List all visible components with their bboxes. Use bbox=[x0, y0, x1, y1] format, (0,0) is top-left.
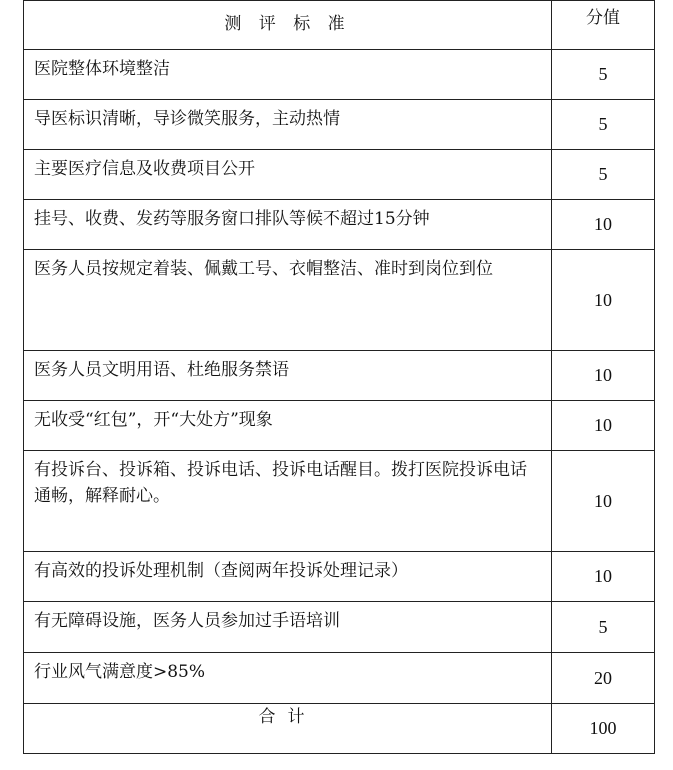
criteria-cell bbox=[24, 451, 552, 552]
criteria-cell bbox=[24, 200, 552, 250]
total-label-cell bbox=[24, 704, 552, 754]
header-score-cell bbox=[552, 1, 655, 50]
criteria-cell bbox=[24, 351, 552, 401]
evaluation-table bbox=[23, 0, 655, 754]
score-cell bbox=[552, 100, 655, 150]
total-score-value: 100 bbox=[589, 718, 617, 738]
criteria-text: 医务人员文明用语、杜绝服务禁语 bbox=[34, 360, 289, 380]
table-row bbox=[24, 602, 655, 653]
table-row bbox=[24, 451, 655, 552]
table-row bbox=[24, 50, 655, 100]
criteria-text: 有投诉台、投诉箱、投诉电话、投诉电话醒目。拨打医院投诉电话通畅，解释耐心。 bbox=[34, 460, 527, 506]
criteria-text: 导医标识清晰，导诊微笑服务，主动热情 bbox=[34, 109, 340, 129]
criteria-cell bbox=[24, 401, 552, 451]
score-value: 5 bbox=[598, 164, 608, 184]
score-cell bbox=[552, 552, 655, 602]
table-row bbox=[24, 250, 655, 351]
header-score-label: 分值 bbox=[586, 8, 620, 28]
criteria-text: 挂号、收费、发药等服务窗口排队等候不超过15分钟 bbox=[34, 209, 430, 229]
table-row bbox=[24, 653, 655, 704]
table-total-row bbox=[24, 704, 655, 754]
header-criteria-cell bbox=[24, 1, 552, 50]
table-row bbox=[24, 100, 655, 150]
score-value: 10 bbox=[594, 365, 612, 385]
criteria-cell bbox=[24, 602, 552, 653]
table-row bbox=[24, 401, 655, 451]
criteria-cell bbox=[24, 653, 552, 704]
score-cell bbox=[552, 250, 655, 351]
score-value: 10 bbox=[594, 214, 612, 234]
score-value: 10 bbox=[594, 490, 612, 511]
criteria-text: 无收受“红包”，开“大处方”现象 bbox=[34, 410, 273, 430]
score-cell bbox=[552, 653, 655, 704]
score-value: 10 bbox=[594, 566, 612, 586]
score-cell bbox=[552, 351, 655, 401]
score-value: 10 bbox=[594, 289, 612, 310]
table-header-row bbox=[24, 1, 655, 50]
score-cell bbox=[552, 451, 655, 552]
total-label: 合计 bbox=[258, 707, 317, 727]
criteria-text: 有高效的投诉处理机制（查阅两年投诉处理记录） bbox=[34, 561, 408, 581]
criteria-cell bbox=[24, 50, 552, 100]
criteria-cell bbox=[24, 150, 552, 200]
total-score-cell bbox=[552, 704, 655, 754]
score-value: 5 bbox=[598, 64, 608, 84]
header-criteria-label: 测 评 标 准 bbox=[224, 14, 351, 34]
score-value: 5 bbox=[598, 114, 608, 134]
score-cell bbox=[552, 401, 655, 451]
table-row bbox=[24, 200, 655, 250]
criteria-text: 主要医疗信息及收费项目公开 bbox=[34, 159, 255, 179]
score-cell bbox=[552, 602, 655, 653]
score-value: 10 bbox=[594, 415, 612, 435]
table-row bbox=[24, 552, 655, 602]
criteria-text: 医院整体环境整洁 bbox=[34, 59, 170, 79]
score-cell bbox=[552, 200, 655, 250]
criteria-text: 行业风气满意度>85% bbox=[34, 662, 206, 682]
score-cell bbox=[552, 50, 655, 100]
criteria-text: 医务人员按规定着装、佩戴工号、衣帽整洁、准时到岗位到位 bbox=[34, 259, 493, 279]
criteria-cell bbox=[24, 250, 552, 351]
criteria-text: 有无障碍设施，医务人员参加过手语培训 bbox=[34, 611, 340, 631]
criteria-cell bbox=[24, 100, 552, 150]
criteria-cell bbox=[24, 552, 552, 602]
score-value: 5 bbox=[598, 616, 608, 637]
table-row bbox=[24, 351, 655, 401]
score-cell bbox=[552, 150, 655, 200]
table-row bbox=[24, 150, 655, 200]
score-value: 20 bbox=[594, 667, 612, 688]
